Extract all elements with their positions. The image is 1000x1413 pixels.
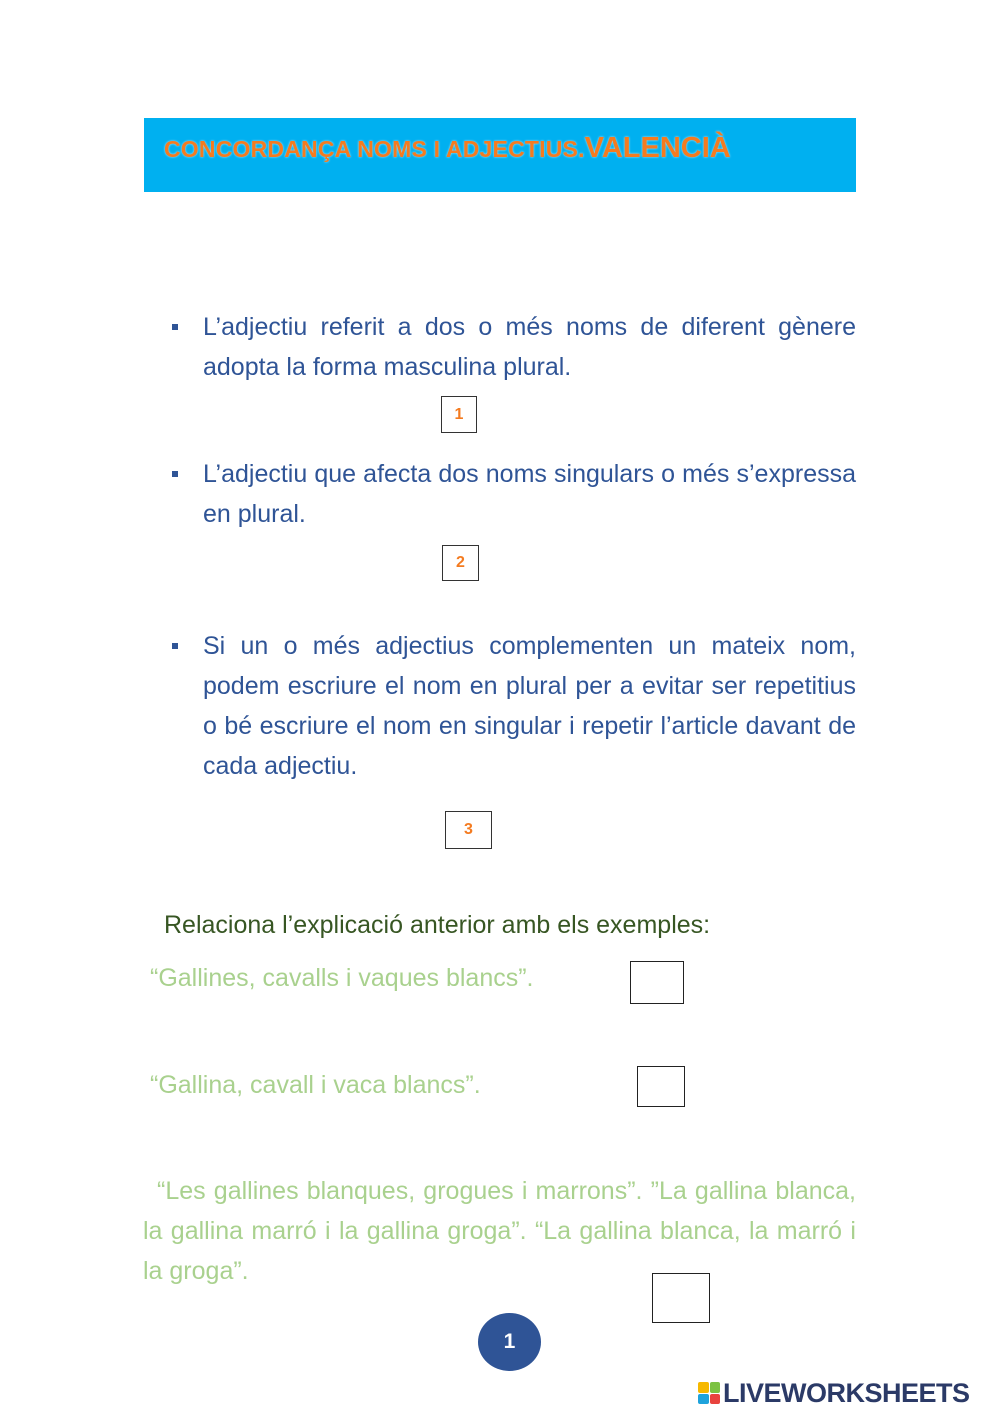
example-3-answer-box[interactable] <box>652 1273 710 1323</box>
brand-name: LIVEWORKSHEETS <box>723 1377 970 1408</box>
rule-1-text: L’adjectiu referit a dos o més noms de diferent gènere adopta la forma masculina plural. <box>203 313 856 381</box>
example-3-text: “Les gallines blanques, grogues i marrons”. ”La gallina blanca, la gallina marró i la gallina groga”. “La gallina blanca, la marró i la groga”. <box>143 1177 856 1285</box>
rule-3 <box>172 626 856 786</box>
example-1-answer-box[interactable] <box>630 961 684 1004</box>
liveworksheets-logo-icon <box>698 1382 720 1404</box>
rule-1-number-box: 1 <box>441 396 477 433</box>
rule-2 <box>172 454 856 534</box>
rule-3-text: Si un o més adjectius complementen un mateix nom, podem escriure el nom en plural per a evitar ser repetitius o bé escriure el nom en singular i repetir l’article davant de cada adjectiu. <box>203 632 856 780</box>
page-number-badge: 1 <box>478 1313 541 1371</box>
bullet-icon <box>172 471 178 477</box>
example-1-text: “Gallines, cavalls i vaques blancs”. <box>150 964 534 992</box>
example-2-text: “Gallina, cavall i vaca blancs”. <box>150 1071 481 1099</box>
title-banner <box>144 118 856 192</box>
bullet-icon <box>172 324 178 330</box>
liveworksheets-watermark <box>698 1378 970 1408</box>
rule-1 <box>172 307 856 387</box>
rule-3-number-box: 3 <box>445 811 492 849</box>
page-title <box>164 132 731 165</box>
title-main: CONCORDANÇA NOMS I ADJECTIUS. <box>164 136 585 162</box>
bullet-icon <box>172 643 178 649</box>
rule-2-number-box: 2 <box>442 545 479 581</box>
rule-2-text: L’adjectiu que afecta dos noms singulars o més s’expressa en plural. <box>203 460 856 528</box>
example-2-answer-box[interactable] <box>637 1066 685 1107</box>
instruction-text: Relaciona l’explicació anterior amb els exemples: <box>164 911 711 939</box>
title-variant: VALENCIÀ <box>584 132 731 164</box>
